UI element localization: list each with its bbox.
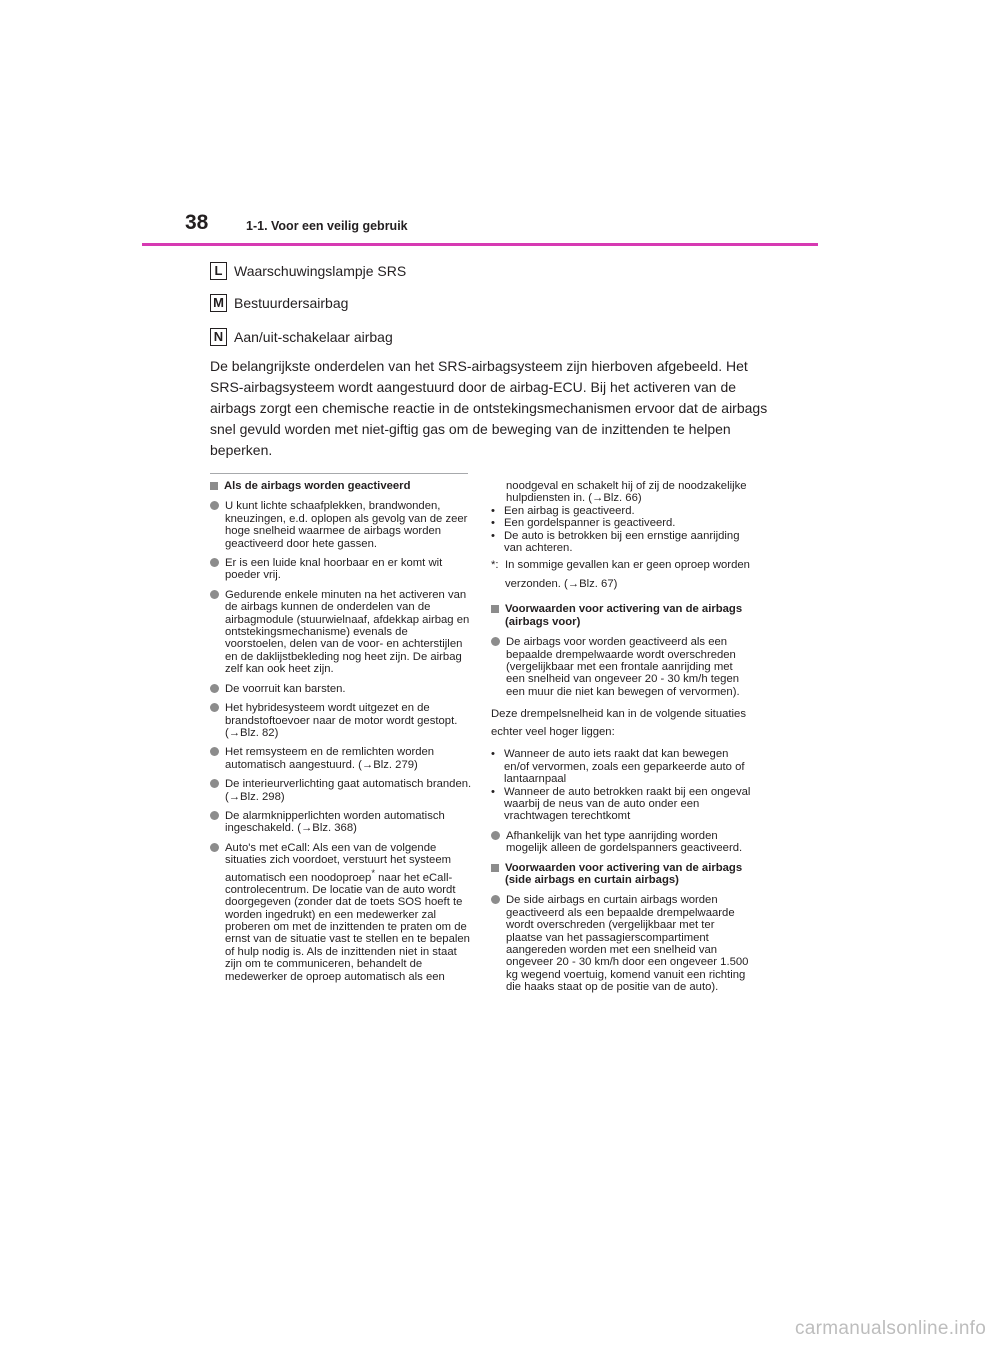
ecall-text-start: Auto's met eCall: Als een van de volgende situaties zich voordoet, verstuurt het systeem automatisch een noodoproep [225, 841, 452, 884]
bullet-text: U kunt lichte schaafplekken, brandwonden, kneuzingen, e.d. oplopen als gevolg van de zeer hoge snelheid waarmee de airbags worden geactiveerd door hete gassen. [225, 500, 468, 550]
legend-label: Aan/uit-schakelaar airbag [234, 329, 393, 345]
list-item [210, 702, 472, 739]
legend-label: Waarschuwingslampje SRS [234, 263, 407, 279]
dash-list-item [491, 505, 753, 517]
dash-bullet: • [491, 748, 495, 761]
dash-text: Wanneer de auto iets raakt dat kan bewegen en/of vervormen, zoals een geparkeerde auto of lantaarnpaal [504, 748, 745, 786]
circle-bullet-icon [210, 811, 219, 820]
page-number: 38 [185, 211, 209, 234]
circle-bullet-icon [210, 684, 219, 693]
dash-list-item [491, 786, 753, 823]
square-bullet-icon [210, 482, 218, 490]
list-item [210, 683, 472, 695]
legend-letter-box: M [210, 294, 227, 312]
bullet-text: Er is een luide knal hoorbaar en er komt wit poeder vrij. [225, 557, 443, 582]
dash-text: De auto is betrokken bij een ernstige aanrijding van achteren. [504, 529, 740, 555]
left-column [210, 480, 472, 990]
dash-bullet: • [491, 785, 495, 798]
dash-list-item [491, 517, 753, 529]
bullet-text: Afhankelijk van het type aanrijding worden mogelijk alleen de gordelspanners geactiveerd. [506, 829, 743, 855]
circle-bullet-icon [491, 895, 500, 904]
footnote-mark: *: [491, 559, 499, 572]
list-item [210, 746, 472, 771]
legend-label: Bestuurdersairbag [234, 295, 349, 311]
circle-bullet-icon [210, 747, 219, 756]
circle-bullet-icon [491, 637, 500, 646]
bullet-text: De voorruit kan barsten. [225, 682, 346, 695]
dash-bullet: • [491, 504, 495, 517]
paragraph: Deze drempelsnelheid kan in de volgende situaties echter veel hoger liggen: [491, 708, 746, 739]
dash-text: Wanneer de auto betrokken raakt bij een ongeval waarbij de neus van de auto onder een vrachtwagen terechtkomt [504, 785, 751, 823]
section-title: 1-1. Voor een veilig gebruik [246, 219, 408, 233]
legend-item-m [210, 294, 348, 312]
dash-list-item [491, 530, 753, 555]
bullet-text: Het remsysteem en de remlichten worden automatisch aangestuurd. (→Blz. 279) [225, 746, 435, 771]
circle-bullet-icon [210, 843, 219, 852]
list-item [210, 589, 472, 676]
legend-letter-box: N [210, 328, 227, 346]
section-heading [491, 603, 753, 628]
legend-letter-box: L [210, 262, 227, 280]
section-heading [491, 862, 753, 887]
column-divider [210, 473, 468, 474]
list-item [210, 500, 472, 550]
continued-text: noodgeval en schakelt hij of zij de noodzakelijke hulpdiensten in. (→Blz. 66) [506, 480, 747, 505]
bullet-text: De side airbags en curtain airbags worden geactiveerd als een bepaalde drempelwaarde wordt overschreden (vergelijkbaar met ter plaatse van het passagierscompartiment aangereden worden met een snelheid van ongeveer 20 - 30 km/h door een ongeveer 1.500 kg wegend voertuig, komend vanuit een richting die haaks staat op de positie van de auto). [506, 894, 749, 994]
circle-bullet-icon [491, 831, 500, 840]
bullet-text: Gedurende enkele minuten na het activeren van de airbags kunnen de onderdelen van de airbagmodule (stuurwielnaaf, afdekkap airbag en ontstekingsmechanisme) evenals de voorstoelen, delen van de voor- en achterstijlen en de daklijstbekleding nog heet zijn. De airbag zelf kan ook heet zijn. [225, 588, 470, 676]
list-item [210, 778, 472, 803]
dash-bullet: • [491, 517, 495, 530]
bullet-text: Het hybridesysteem wordt uitgezet en de brandstoftoevoer naar de motor wordt gestopt. (→Blz. 82) [225, 702, 458, 739]
dash-text: Een gordelspanner is geactiveerd. [504, 517, 676, 530]
list-item [491, 636, 753, 698]
square-bullet-icon [491, 864, 499, 872]
bullet-text: De airbags voor worden geactiveerd als een bepaalde drempelwaarde wordt overschreden (vergelijkbaar met een frontale aanrijding met een snelheid van ongeveer 20 - 30 km/h tegen een muur die niet kan bewegen of vervormen). [506, 636, 740, 698]
dash-list-item [491, 748, 753, 785]
heading-text: Voorwaarden voor activering van de airbags (airbags voor) [505, 603, 743, 628]
list-item [210, 810, 472, 835]
footnote [491, 559, 753, 594]
ecall-text-end: naar het eCall-controlecentrum. De locatie van de auto wordt doorgegeven (zonder dat de toets SOS hoeft te worden ingedrukt) en een medewerker zal proberen om met de inzittenden te praten om de ernst van de situatie vast te stellen en te bepalen of hulp nodig is. Als de inzittenden niet in staat zijn om te communiceren, behandelt de medewerker de oproep automatisch als een [225, 871, 470, 983]
legend-item-n [210, 328, 393, 346]
heading-text: Als de airbags worden geactiveerd [224, 480, 411, 492]
section-heading [210, 480, 472, 492]
right-column [491, 480, 753, 1001]
square-bullet-icon [491, 605, 499, 613]
bullet-text: De interieurverlichting gaat automatisch branden. (→Blz. 298) [225, 778, 472, 803]
list-item [210, 842, 472, 983]
bullet-text: De alarmknipperlichten worden automatisch ingeschakeld. (→Blz. 368) [225, 809, 445, 835]
circle-bullet-icon [210, 501, 219, 510]
list-item [491, 894, 753, 993]
footnote-text: In sommige gevallen kan er geen oproep worden verzonden. (→Blz. 67) [505, 559, 750, 591]
header-rule [142, 243, 818, 246]
bullet-text [225, 842, 472, 983]
footnote-marker: * [371, 866, 376, 878]
circle-bullet-icon [210, 703, 219, 712]
watermark-text: carmanualsonline.info [795, 1318, 986, 1339]
circle-bullet-icon [210, 558, 219, 567]
dash-text: Een airbag is geactiveerd. [504, 504, 635, 517]
list-item [491, 830, 753, 855]
circle-bullet-icon [210, 590, 219, 599]
dash-bullet: • [491, 529, 495, 542]
legend-item-l [210, 262, 406, 280]
list-item [210, 557, 472, 582]
intro-paragraph: De belangrijkste onderdelen van het SRS-airbagsysteem zijn hierboven afgebeeld. Het SRS-airbagsysteem wordt aangestuurd door de airbag-ECU. Bij het activeren van de airbags zorgt een chemische reactie in de ontstekingsmechanismen ervoor dat de airbags snel gevuld worden met niet-giftig gas om de beweging van de inzittenden te helpen beperken. [210, 358, 768, 458]
heading-text: Voorwaarden voor activering van de airbags (side airbags en curtain airbags) [505, 861, 743, 886]
circle-bullet-icon [210, 779, 219, 788]
